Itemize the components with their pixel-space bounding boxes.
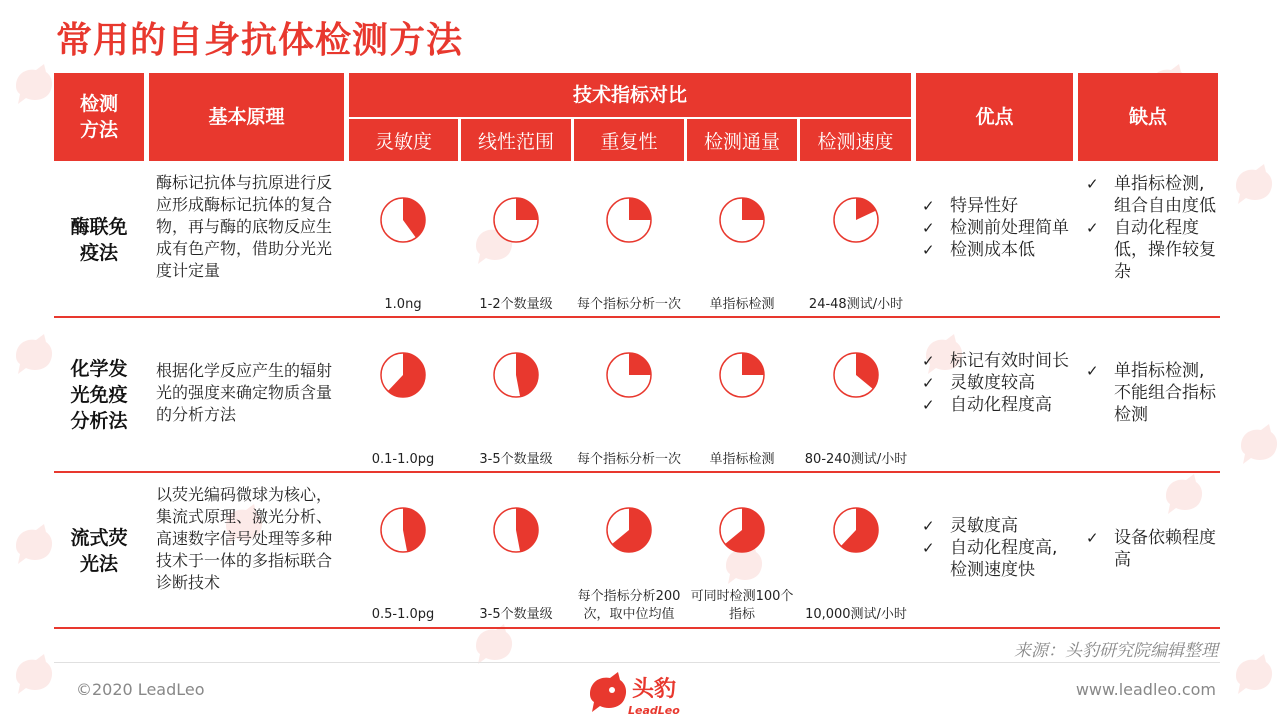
cell-caption: 1.0ng xyxy=(384,297,422,312)
check-icon: ✓ xyxy=(922,219,935,237)
subheader-sensitivity: 灵敏度 xyxy=(349,119,458,161)
svg-text:头豹: 头豹 xyxy=(632,677,677,702)
cell-caption: 0.1-1.0pg xyxy=(371,452,435,467)
leopard-logo-icon xyxy=(1230,650,1278,702)
row-divider xyxy=(54,627,1220,629)
pie-indicator xyxy=(492,506,540,554)
pie-slice xyxy=(403,508,425,552)
pie-indicator xyxy=(718,351,766,399)
pie-indicator xyxy=(379,351,427,399)
leopard-logo-icon xyxy=(1230,160,1278,212)
list-item: ✓ 检测前处理简单 xyxy=(922,218,1069,238)
list-item: ✓ 自动化程度低，操作较复杂 xyxy=(1086,218,1216,282)
leopard-logo-icon xyxy=(10,650,58,702)
check-icon: ✓ xyxy=(922,374,935,392)
list-item: ✓ 单指标检测,组合自由度低 xyxy=(1086,174,1216,216)
cell-caption: 可同时检测100个指标 xyxy=(690,589,794,622)
pie-indicator xyxy=(492,196,540,244)
pie-indicator xyxy=(718,196,766,244)
leopard-logo-icon xyxy=(10,60,58,112)
pie-indicator xyxy=(492,351,540,399)
check-icon: ✓ xyxy=(1086,362,1099,380)
row-method-elisa: 酶联免 疫法 xyxy=(70,216,128,264)
check-icon: ✓ xyxy=(922,352,935,370)
pie-slice xyxy=(629,198,651,220)
disadvantages-list xyxy=(1084,360,1218,426)
cell-caption: 3-5个数量级 xyxy=(479,607,553,622)
subheader-throughput: 检测通量 xyxy=(687,119,797,161)
check-icon: ✓ xyxy=(922,241,935,259)
cell-caption: 每个指标分析一次 xyxy=(576,452,681,467)
check-icon: ✓ xyxy=(1086,219,1099,237)
cell-caption: 1-2个数量级 xyxy=(479,297,553,312)
row-divider xyxy=(54,471,1220,473)
cell-caption: 单指标检测 xyxy=(709,297,775,312)
list-item: ✓ 设备依赖程度高 xyxy=(1086,528,1216,570)
list-item: ✓ 灵敏度较高 xyxy=(922,373,1035,393)
pie-indicator xyxy=(379,196,427,244)
source-note: 来源：头豹研究院编辑整理 xyxy=(1014,641,1218,661)
list-item: ✓ 检测成本低 xyxy=(922,240,1035,260)
cell-caption: 0.5-1.0pg xyxy=(371,607,435,622)
row-method-flow-fluorescence: 流式荧 光法 xyxy=(70,526,128,575)
subheader-speed: 检测速度 xyxy=(800,119,911,161)
copyright: ©2020 LeadLeo xyxy=(76,680,205,699)
disadvantages-list xyxy=(1084,527,1218,571)
header-tech-comparison: 技术指标对比 xyxy=(349,73,911,117)
check-icon: ✓ xyxy=(1086,175,1099,193)
pie-slice xyxy=(742,198,764,220)
cell-caption: 80-240测试/小时 xyxy=(804,452,908,467)
check-icon: ✓ xyxy=(1086,529,1099,547)
check-icon: ✓ xyxy=(922,197,935,215)
pie-indicator xyxy=(605,506,653,554)
cell-caption: 每个指标分析一次 xyxy=(576,297,681,312)
check-icon: ✓ xyxy=(922,517,935,535)
header-principle: 基本原理 xyxy=(149,73,344,161)
advantages-list xyxy=(920,515,1070,581)
list-item: ✓ 自动化程度高 xyxy=(922,395,1052,415)
header-method: 检测 方法 xyxy=(54,73,144,161)
row-divider xyxy=(54,316,1220,318)
leopard-logo-icon xyxy=(10,330,58,382)
subheader-repeatability: 重复性 xyxy=(574,119,684,161)
header-disadvantages: 缺点 xyxy=(1078,73,1218,161)
page-title: 常用的自身抗体检测方法 xyxy=(56,20,464,61)
pie-slice xyxy=(742,353,764,375)
cell-caption: 单指标检测 xyxy=(709,452,775,467)
pie-indicator xyxy=(379,506,427,554)
pie-indicator xyxy=(718,506,766,554)
advantages-list xyxy=(920,195,1070,261)
svg-text:LeadLeo: LeadLeo xyxy=(628,704,680,717)
list-item: ✓ 灵敏度高 xyxy=(922,516,1018,536)
pie-slice xyxy=(629,353,651,375)
advantages-list xyxy=(920,350,1070,416)
list-item: ✓ 标记有效时间长 xyxy=(922,351,1069,371)
list-item: ✓ 自动化程度高,检测速度快 xyxy=(922,538,1058,580)
pie-indicator xyxy=(832,506,880,554)
subheader-linear-range: 线性范围 xyxy=(461,119,571,161)
check-icon: ✓ xyxy=(922,539,935,557)
cell-caption: 3-5个数量级 xyxy=(479,452,553,467)
leopard-logo-icon xyxy=(10,520,58,572)
pie-slice xyxy=(516,198,538,220)
check-icon: ✓ xyxy=(922,396,935,414)
leopard-logo-icon xyxy=(1160,470,1208,522)
row-principle: 酶标记抗体与抗原进行反应形成酶标记抗体的复合物，再与酶的底物反应生成有色产物，借助分光光度计定量 xyxy=(156,173,333,280)
pie-slice xyxy=(516,508,538,552)
footer-divider xyxy=(54,662,1220,663)
cell-caption: 10,000测试/小时 xyxy=(805,607,907,622)
pie-indicator xyxy=(605,351,653,399)
cell-caption: 24-48测试/小时 xyxy=(808,297,904,312)
header-advantages: 优点 xyxy=(916,73,1073,161)
pie-slice xyxy=(516,353,538,397)
leadleo-logo xyxy=(582,664,712,720)
pie-indicator xyxy=(605,196,653,244)
list-item: ✓ 单指标检测,不能组合指标检测 xyxy=(1086,361,1216,425)
leopard-logo-icon xyxy=(1235,420,1280,472)
list-item: ✓ 特异性好 xyxy=(922,196,1018,216)
row-principle: 根据化学反应产生的辐射光的强度来确定物质含量的分析方法 xyxy=(156,361,333,424)
disadvantages-list xyxy=(1084,173,1218,283)
row-method-chemiluminescence: 化学发 光免疫 分析法 xyxy=(70,358,128,432)
pie-indicator xyxy=(832,196,880,244)
row-principle: 以荧光编码微球为核心，集流式原理、激光分析、高速数字信号处理等多种技术于一体的多指标联合诊断技术 xyxy=(156,485,333,592)
pie-indicator xyxy=(832,351,880,399)
website-link[interactable]: www.leadleo.com xyxy=(1075,680,1216,699)
leopard-logo-icon xyxy=(582,664,712,720)
cell-caption: 每个指标分析200次，取中位均值 xyxy=(577,589,681,622)
